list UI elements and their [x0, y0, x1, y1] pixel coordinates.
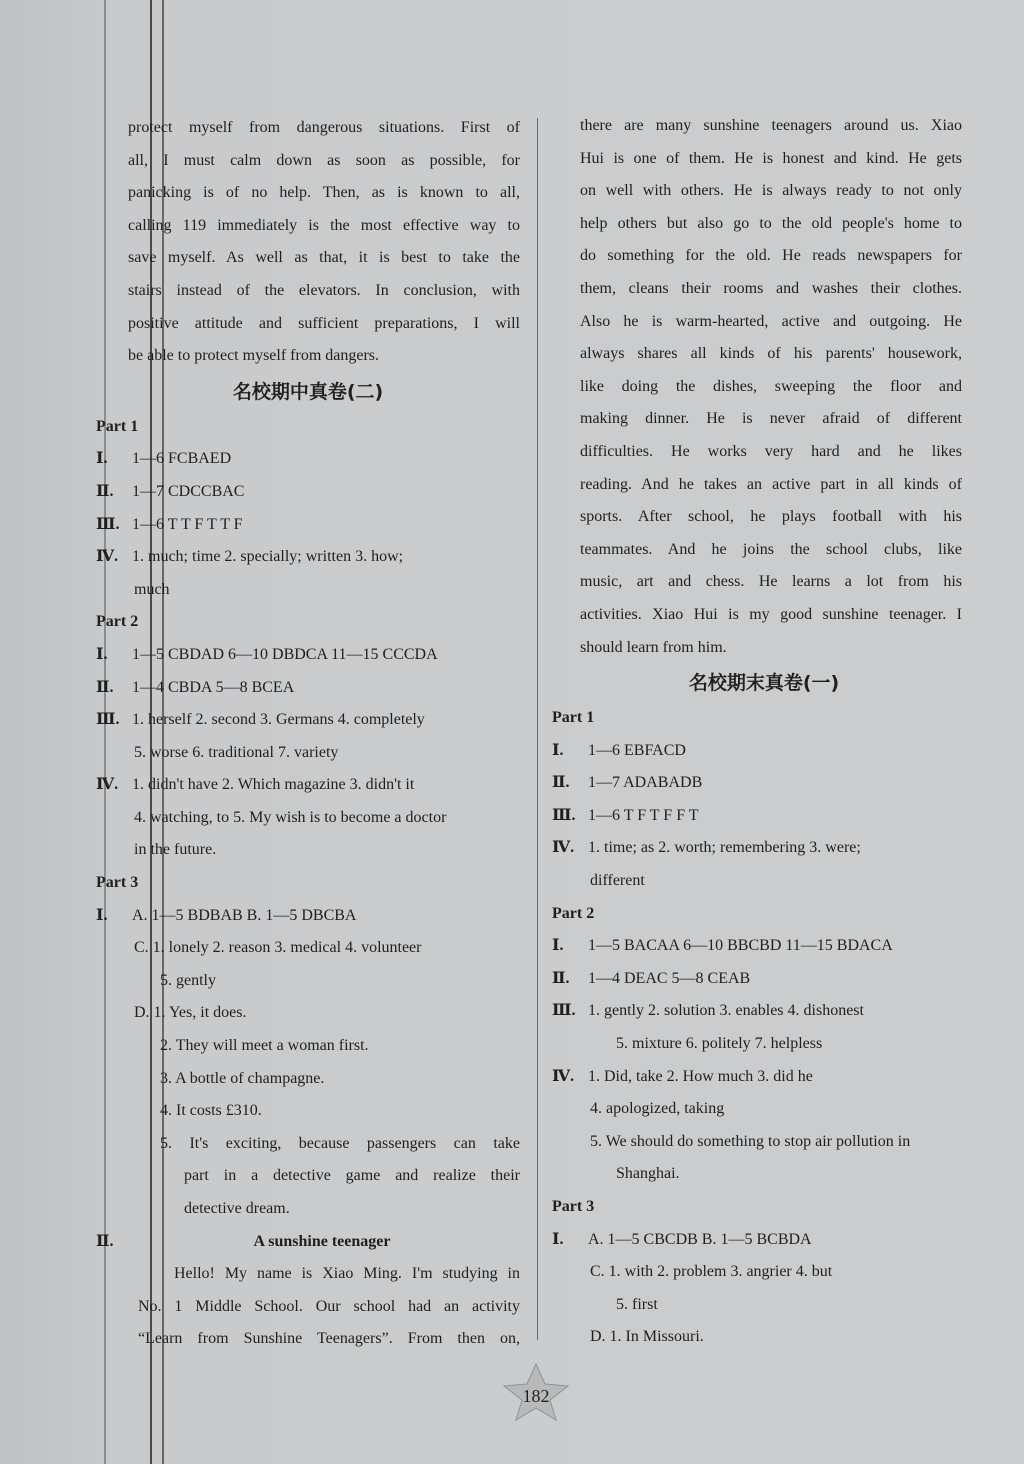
roman-numeral: Ⅱ. — [96, 482, 114, 500]
answer-row: D. 1. Yes, it does. — [134, 1004, 247, 1022]
text-line: reading. And he takes an active part in all kinds of — [580, 475, 962, 493]
answer-row — [552, 1061, 976, 1094]
roman-numeral: Ⅲ. — [96, 515, 120, 533]
answer-row — [96, 672, 520, 705]
answer-row: 3. A bottle of champagne. — [160, 1069, 325, 1087]
answer-row — [96, 476, 520, 509]
part-label: Part 1 — [552, 709, 595, 727]
text-line: positive attitude and sufficient preparations, I will — [128, 314, 520, 332]
text-line: No. 1 Middle School. Our school had an activity — [138, 1297, 520, 1315]
roman-numeral: Ⅰ. — [96, 645, 108, 663]
roman-numeral: Ⅳ. — [552, 1067, 575, 1085]
answer-text: A. 1—5 CBCDB B. 1—5 BCBDA — [588, 1230, 812, 1248]
page-number-text: 182 — [522, 1385, 550, 1406]
answer-continuation: 4. apologized, taking — [590, 1100, 725, 1118]
answer-row — [96, 509, 520, 542]
text-line: calling 119 immediately is the most effective way to — [128, 216, 520, 234]
essay-continued — [552, 110, 962, 664]
answer-continuation: 5. We should do something to stop air pollution in — [590, 1132, 911, 1150]
answer-text: 1—4 DEAC 5—8 CEAB — [588, 969, 751, 987]
text-line: part in a detective game and realize their — [184, 1167, 520, 1185]
answer-text: 1. Did, take 2. How much 3. did he — [588, 1067, 813, 1085]
text-line: activities. Xiao Hui is my good sunshine teenager. I — [580, 605, 962, 623]
text-line: be able to protect myself from dangers. — [128, 347, 380, 365]
text-line: panicking is of no help. Then, as is known to all, — [128, 184, 520, 202]
roman-numeral: Ⅲ. — [96, 711, 120, 729]
text-line: protect myself from dangerous situations. First of — [128, 119, 520, 136]
text-line: all, I must calm down as soon as possible, for — [128, 151, 520, 169]
part-label: Part 2 — [552, 904, 595, 922]
text-line: teammates. And he joins the school clubs, like — [580, 540, 962, 558]
text-line: Hello! My name is Xiao Ming. I'm studying in — [174, 1265, 520, 1283]
roman-numeral: Ⅰ. — [552, 1230, 564, 1248]
roman-numeral: Ⅱ. — [96, 678, 114, 696]
answer-continuation: 5. worse 6. traditional 7. variety — [134, 743, 339, 761]
right-column — [552, 110, 976, 1354]
answer-row — [552, 832, 976, 865]
intro-paragraph — [96, 112, 520, 373]
roman-numeral: Ⅱ. — [96, 1232, 114, 1250]
roman-numeral: Ⅰ. — [552, 741, 564, 759]
answer-text: 1—6 FCBAED — [132, 450, 232, 468]
text-line: making dinner. He is never afraid of different — [580, 410, 962, 428]
text-line: sports. After school, he plays football with his — [580, 508, 962, 526]
left-column — [96, 112, 520, 1356]
essay-paragraph — [96, 1258, 520, 1356]
text-line: like doing the dishes, sweeping the floor and — [580, 377, 962, 395]
text-line: should learn from him. — [580, 638, 727, 656]
answer-continuation: 4. watching, to 5. My wish is to become a doctor — [134, 808, 447, 826]
roman-numeral: Ⅱ. — [552, 774, 570, 792]
answer-row: 4. It costs £310. — [160, 1102, 262, 1120]
answer-row: C. 1. with 2. problem 3. angrier 4. but — [590, 1263, 833, 1281]
answer-row — [96, 769, 520, 802]
text-line: save myself. As well as that, it is best to take the — [128, 249, 520, 267]
answer-row — [96, 1226, 520, 1259]
answer-row — [552, 995, 976, 1028]
answer-continuation: 5. first — [616, 1295, 658, 1313]
roman-numeral: Ⅰ. — [96, 450, 108, 468]
answer-continuation: much — [134, 580, 170, 598]
text-line: Hui is one of them. He is honest and kind. He gets — [580, 149, 962, 167]
answer-row: D. 1. In Missouri. — [590, 1328, 704, 1346]
answer-continuation: 5. mixture 6. politely 7. helpless — [616, 1035, 823, 1053]
text-line: on well with others. He is always ready to not only — [580, 182, 962, 200]
text-line: “Learn from Sunshine Teenagers”. From then on, — [138, 1330, 520, 1348]
answer-row — [552, 767, 976, 800]
roman-numeral: Ⅲ. — [552, 1002, 576, 1020]
answer-row — [552, 1224, 976, 1257]
answer-text: 1—4 CBDA 5—8 BCEA — [132, 678, 295, 696]
answer-text: 1. time; as 2. worth; remembering 3. were; — [588, 839, 861, 857]
text-line: help others but also go to the old people's home to — [580, 214, 962, 232]
section-title: 名校期中真卷(二) — [232, 380, 384, 403]
answer-continuation: different — [590, 872, 645, 890]
answer-row: C. 1. lonely 2. reason 3. medical 4. volunteer — [134, 939, 422, 957]
answer-row — [552, 735, 976, 768]
text-line: them, cleans their rooms and washes their clothes. — [580, 279, 962, 297]
answer-text: 1—6 T T F T T F — [132, 515, 243, 533]
roman-numeral: Ⅲ. — [552, 806, 576, 824]
answer-text: 1—5 BACAA 6—10 BBCBD 11—15 BDACA — [588, 937, 893, 955]
text-line: always shares all kinds of his parents' housework, — [580, 345, 962, 363]
text-line: detective dream. — [184, 1200, 290, 1217]
roman-numeral: Ⅰ. — [552, 937, 564, 955]
answer-text: 1. herself 2. second 3. Germans 4. completely — [132, 711, 425, 729]
answer-row — [96, 704, 520, 737]
text-line: do something for the old. He reads newspapers for — [580, 247, 962, 265]
text-line: there are many sunshine teenagers around us. Xiao — [580, 117, 962, 134]
text-line: difficulties. He works very hard and he likes — [580, 442, 962, 460]
roman-numeral: Ⅰ. — [96, 906, 108, 924]
answer-row — [96, 541, 520, 574]
answer-row — [96, 639, 520, 672]
answer-row — [96, 900, 520, 933]
roman-numeral: Ⅱ. — [552, 969, 570, 987]
column-divider — [537, 118, 538, 1340]
text-line: Also he is warm-hearted, active and outgoing. He — [580, 312, 962, 330]
answer-row — [552, 963, 976, 996]
text-line: music, art and chess. He learns a lot from his — [580, 573, 962, 591]
answer-text: 1. didn't have 2. Which magazine 3. didn't it — [132, 776, 415, 794]
part-label: Part 3 — [552, 1198, 595, 1215]
part-label: Part 3 — [96, 874, 139, 892]
roman-numeral: Ⅳ. — [96, 776, 119, 794]
answer-row — [96, 443, 520, 476]
answer-text: 1—5 CBDAD 6—10 DBDCA 11—15 CCCDA — [132, 645, 438, 663]
roman-numeral: Ⅳ. — [96, 548, 119, 566]
page-number — [500, 1362, 572, 1422]
roman-numeral: Ⅳ. — [552, 839, 575, 857]
answer-text: A. 1—5 BDBAB B. 1—5 DBCBA — [132, 906, 357, 924]
answer-text: 1. much; time 2. specially; written 3. how; — [132, 548, 404, 566]
answer-text: 1. gently 2. solution 3. enables 4. dishonest — [588, 1002, 864, 1020]
essay-title: A sunshine teenager — [253, 1232, 391, 1250]
answer-continuation: Shanghai. — [616, 1165, 680, 1183]
answer-text: 1—6 EBFACD — [588, 741, 686, 759]
answer-row: 2. They will meet a woman first. — [160, 1037, 369, 1055]
answer-continuation: in the future. — [134, 841, 217, 859]
answer-text: 1—6 T F T F F T — [588, 806, 699, 824]
part-label: Part 1 — [96, 417, 139, 435]
text-line: stairs instead of the elevators. In conclusion, with — [128, 281, 520, 299]
answer-continuation: 5. gently — [160, 971, 216, 989]
answer-text: 1—7 CDCCBAC — [132, 482, 245, 500]
text-line: 5. It's exciting, because passengers can take — [160, 1134, 520, 1152]
answer-block — [96, 1128, 520, 1226]
answer-row — [552, 800, 976, 833]
answer-row — [552, 930, 976, 963]
part-label: Part 2 — [96, 613, 139, 631]
answer-text: 1—7 ADABADB — [588, 774, 703, 792]
section-title: 名校期末真卷(一) — [688, 672, 840, 695]
